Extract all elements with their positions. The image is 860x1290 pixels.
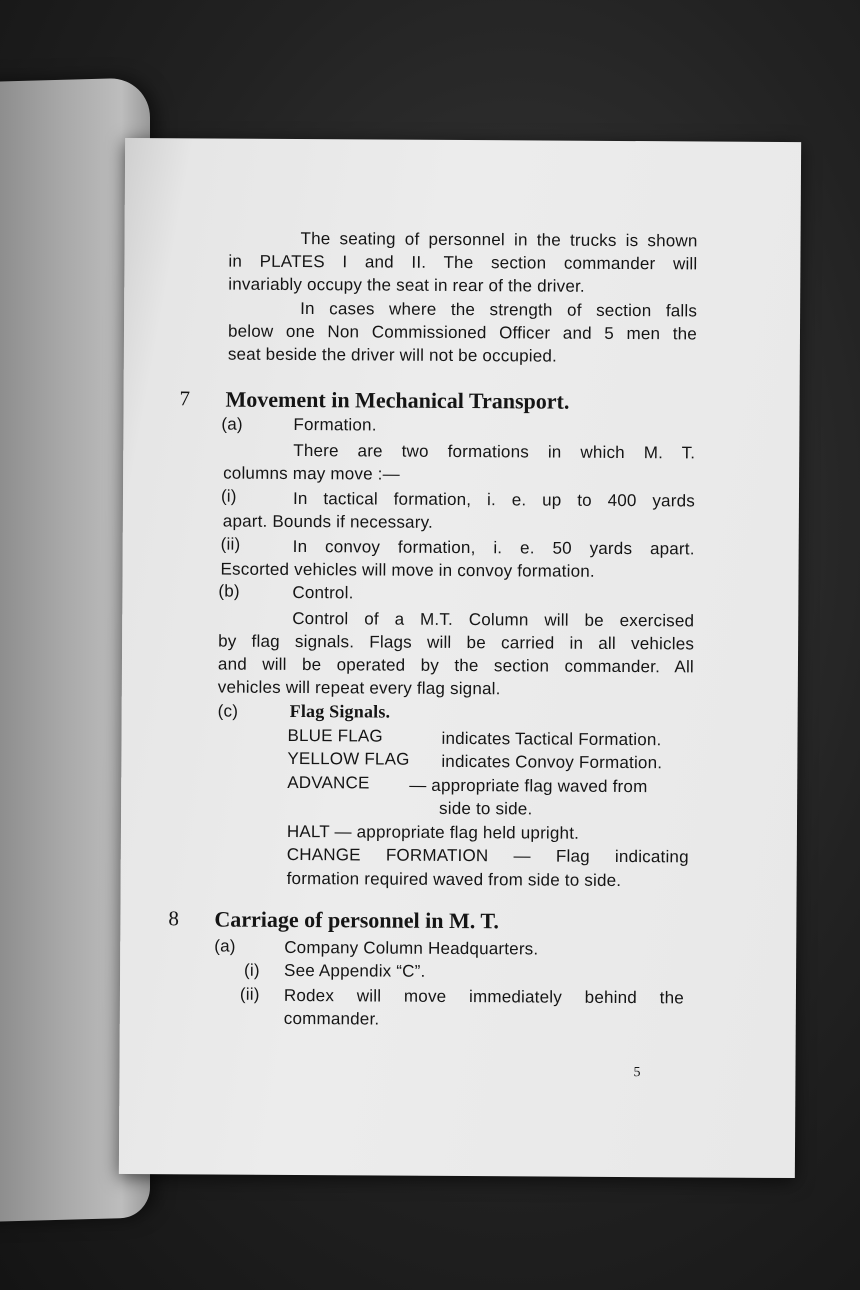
section-7a-title: Formation. — [293, 414, 377, 435]
section-8a-ii-line-1: Rodex will move immediately behind the — [283, 985, 684, 1008]
signal-change-formation-line-2: formation required waved from side to side. — [286, 868, 622, 890]
section-7c-label: (c) — [217, 701, 239, 721]
item-i-line-2: apart. Bounds if necessary. — [222, 511, 434, 532]
section-7a-line-1: There are two formations in which M. T. — [293, 440, 696, 463]
item-ii-line-1: In convoy formation, i. e. 50 yards apart. — [292, 536, 695, 559]
item-ii-line-2: Escorted vehicles will move in convoy formation. — [220, 559, 595, 581]
signal-advance-name: ADVANCE — [287, 772, 370, 793]
intro-line-3: invariably occupy the seat in rear of the driver. — [228, 274, 585, 296]
section-8a-title: Company Column Headquarters. — [284, 937, 539, 959]
signal-yellow-flag-name: YELLOW FLAG — [287, 748, 410, 769]
signal-blue-flag-meaning: indicates Tactical Formation. — [441, 728, 662, 750]
section-8a-label: (a) — [214, 936, 236, 956]
signal-halt: HALT — appropriate flag held upright. — [286, 821, 580, 843]
section-7b-line-4: vehicles will repeat every flag signal. — [217, 677, 501, 699]
section-8a-i-label: (i) — [244, 960, 260, 980]
section-7c-title: Flag Signals. — [289, 700, 391, 722]
intro-line-4: In cases where the strength of section falls — [300, 299, 698, 321]
intro-line-5: below one Non Commissioned Officer and 5 men the — [227, 321, 698, 344]
intro-line-6: seat beside the driver will not be occupied. — [227, 344, 558, 366]
page-number: 5 — [633, 1065, 641, 1081]
section-8-number: 8 — [168, 906, 179, 931]
item-i-label: (i) — [220, 486, 237, 506]
section-7b-title: Control. — [292, 582, 354, 603]
signal-advance-continued: side to side. — [439, 798, 533, 819]
section-7b-line-2: by flag signals. Flags will be carried in all vehicles — [218, 631, 695, 654]
item-ii-label: (ii) — [220, 534, 241, 554]
section-7b-label: (b) — [218, 581, 240, 601]
section-8a-ii-line-2: commander. — [283, 1008, 380, 1029]
signal-change-formation-line-1: CHANGE FORMATION — Flag indicating — [286, 844, 689, 867]
document-page — [119, 138, 801, 1178]
signal-blue-flag-name: BLUE FLAG — [287, 725, 383, 746]
section-8a-ii-label: (ii) — [239, 984, 260, 1004]
section-7b-line-1: Control of a M.T. Column will be exercised — [292, 608, 695, 631]
section-7-heading: Movement in Mechanical Transport. — [225, 386, 570, 414]
section-8a-i-text: See Appendix “C”. — [284, 960, 426, 981]
signal-yellow-flag-meaning: indicates Convoy Formation. — [441, 751, 663, 773]
section-7a-label: (a) — [221, 414, 243, 434]
intro-line-1: The seating of personnel in the trucks is shown — [300, 229, 698, 251]
section-7b-line-3: and will be operated by the section commander. All — [217, 654, 695, 677]
item-i-line-1: In tactical formation, i. e. up to 400 yards — [292, 488, 696, 511]
section-7-number: 7 — [179, 386, 191, 411]
section-8-heading: Carriage of personnel in M. T. — [214, 906, 500, 934]
section-7a-line-2: columns may move :— — [223, 463, 400, 484]
intro-line-2: in PLATES I and II. The section commander will — [228, 251, 698, 274]
signal-advance-meaning: — appropriate flag waved from — [409, 775, 648, 797]
